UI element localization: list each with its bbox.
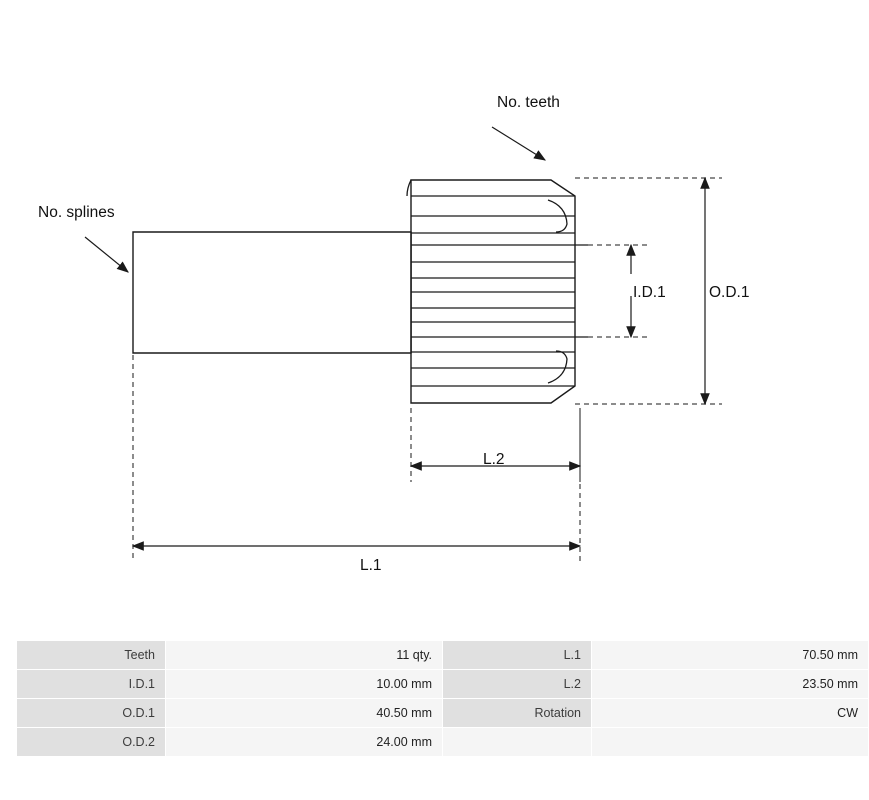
table-row — [17, 641, 869, 670]
label-l2: L.2 — [483, 451, 505, 468]
table-row — [17, 670, 869, 699]
spec-value-l2: 23.50 mm — [592, 670, 869, 699]
leader-splines — [85, 237, 128, 272]
gear-shaft-body — [133, 232, 411, 353]
specification-table — [16, 640, 858, 757]
spec-value-empty — [592, 728, 869, 757]
label-no-splines: No. splines — [38, 204, 115, 221]
spec-key-l1: L.1 — [443, 641, 592, 670]
table-row — [17, 728, 869, 757]
spec-value-od1: 40.50 mm — [166, 699, 443, 728]
leader-teeth — [492, 127, 545, 160]
id1-label-bg — [584, 274, 638, 296]
spec-key-rotation: Rotation — [443, 699, 592, 728]
spec-value-teeth: 11 qty. — [166, 641, 443, 670]
label-od1: O.D.1 — [709, 284, 750, 301]
label-l1: L.1 — [360, 557, 382, 574]
spec-key-teeth: Teeth — [17, 641, 166, 670]
spec-value-od2: 24.00 mm — [166, 728, 443, 757]
spec-key-id1: I.D.1 — [17, 670, 166, 699]
spec-key-od1: O.D.1 — [17, 699, 166, 728]
table-row — [17, 699, 869, 728]
spec-value-l1: 70.50 mm — [592, 641, 869, 670]
spec-key-l2: L.2 — [443, 670, 592, 699]
label-id1: I.D.1 — [633, 284, 666, 301]
spec-key-empty — [443, 728, 592, 757]
label-no-teeth: No. teeth — [497, 94, 560, 111]
spec-key-od2: O.D.2 — [17, 728, 166, 757]
spec-value-rotation: CW — [592, 699, 869, 728]
spec-value-id1: 10.00 mm — [166, 670, 443, 699]
